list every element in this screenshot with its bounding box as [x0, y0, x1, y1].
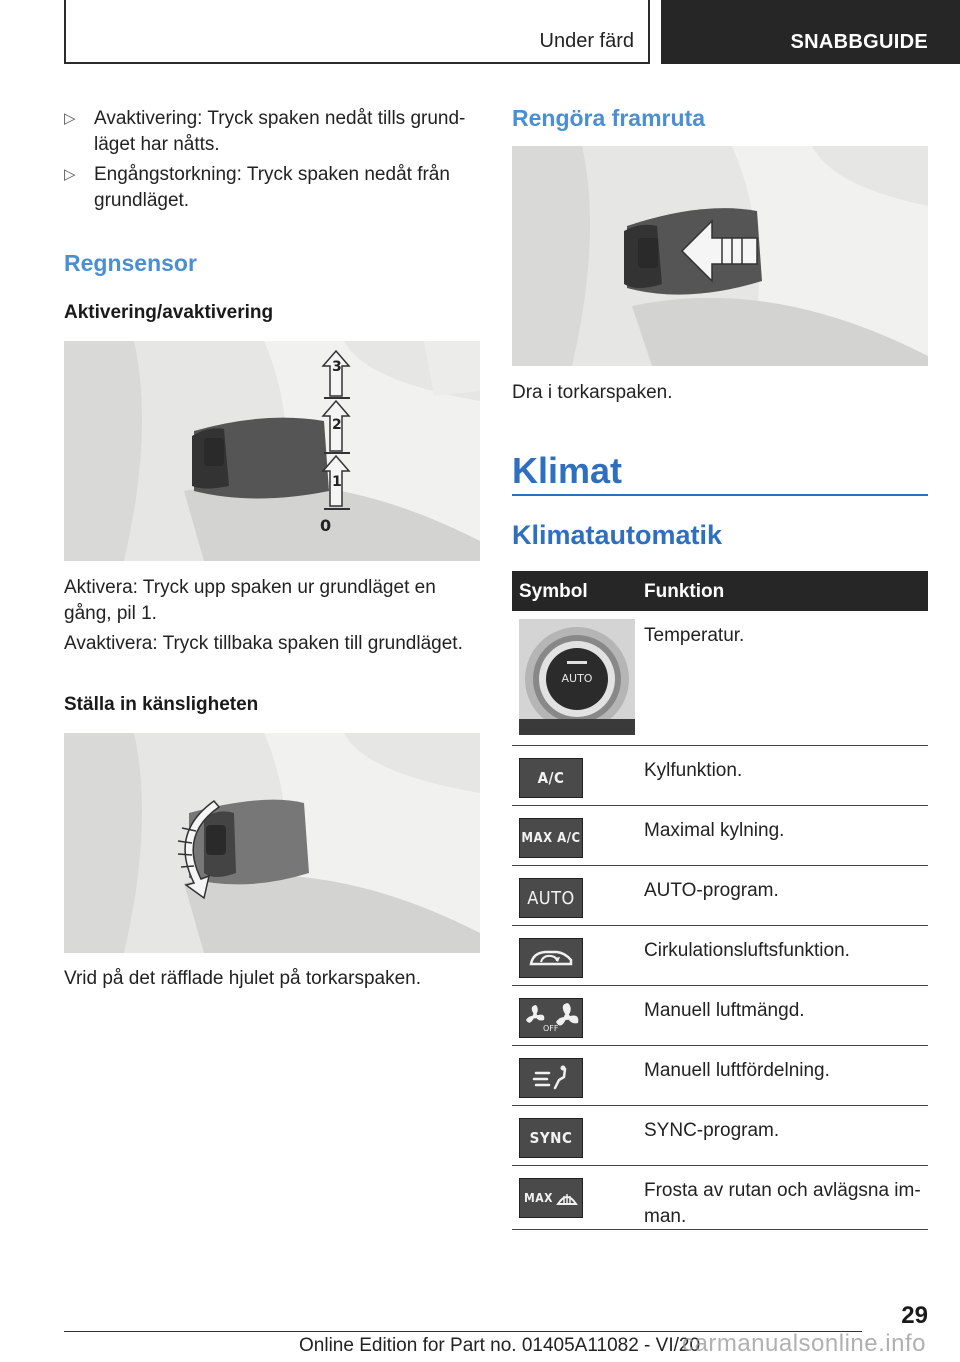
header-section-box	[64, 0, 650, 64]
svg-text:AUTO: AUTO	[561, 672, 593, 685]
function-auto-program: AUTO-program.	[644, 880, 779, 901]
function-cooling: Kylfunktion.	[644, 760, 743, 781]
triangle-bullet-icon: ▷	[64, 110, 76, 127]
climate-function-table	[512, 571, 928, 1230]
caption-pull-stalk: Dra i torkarspaken.	[512, 382, 673, 403]
fig1-label-0: 0	[320, 516, 332, 535]
max-ac-icon: MAX A/C	[519, 818, 583, 858]
table-row	[512, 1046, 928, 1106]
header-section-title: Under färd	[539, 30, 634, 52]
figure-sensitivity-wheel	[64, 733, 480, 953]
heading-clean-windscreen: Rengöra framruta	[512, 105, 705, 131]
col-header-symbol: Symbol	[519, 581, 588, 602]
col-header-function: Funktion	[644, 581, 725, 602]
header-guide-label: SNABBGUIDE	[790, 31, 928, 53]
function-manual-air-volume: Manuell luftmängd.	[644, 1000, 805, 1021]
table-row	[512, 806, 928, 866]
table-row	[512, 986, 928, 1046]
fig1-label-3: 3	[332, 359, 342, 375]
table-row	[512, 1166, 928, 1230]
fig1-label-1: 1	[332, 474, 342, 490]
bullet-deactivation	[64, 106, 474, 158]
recirculation-icon	[519, 938, 583, 978]
function-temperature: Temperatur.	[644, 625, 745, 646]
figure-pull-stalk	[512, 146, 928, 366]
bullet-single-wipe	[64, 162, 474, 214]
max-defrost-icon: MAX	[519, 1178, 583, 1218]
watermark: carmanualsonline.info	[682, 1330, 926, 1357]
function-manual-air-distribution: Manuell luftfördelning.	[644, 1060, 830, 1081]
figure-rain-sensor-stalk	[64, 341, 480, 561]
header-guide-box	[661, 0, 960, 64]
air-distribution-icon	[519, 1058, 583, 1098]
heading-rain-sensor: Regnsensor	[64, 250, 197, 276]
chapter-rule	[512, 494, 928, 496]
para-deactivate: Avaktivera: Tryck tillbaka spaken till grundläget.	[64, 633, 463, 654]
subheading-sensitivity: Ställa in känsligheten	[64, 694, 259, 715]
chapter-title-klimat: Klimat	[512, 450, 623, 491]
para-activate: Aktivera: Tryck upp spaken ur grundläget en gång, pil 1.	[64, 577, 436, 624]
table-row	[512, 1106, 928, 1166]
function-max-cooling: Maximal kylning.	[644, 820, 785, 841]
para-rotate-wheel: Vrid på det räfflade hjulet på torkarspaken.	[64, 968, 422, 989]
function-sync-program: SYNC-program.	[644, 1120, 780, 1141]
auto-dial-icon	[519, 619, 635, 735]
sync-icon: SYNC	[519, 1118, 583, 1158]
table-row	[512, 746, 928, 806]
function-defrost: Frosta av rutan och avlägsna im-man.	[644, 1180, 921, 1227]
fig1-label-2: 2	[332, 417, 342, 433]
bullet-text: Engångstorkning: Tryck spaken nedåt från grundläget.	[94, 164, 450, 211]
subheading-activation: Aktivering/avaktivering	[64, 302, 274, 323]
function-recirculation: Cirkulationsluftsfunktion.	[644, 940, 850, 961]
ac-icon: A/C	[519, 758, 583, 798]
table-header	[512, 571, 928, 611]
auto-icon: AUTO	[519, 878, 583, 918]
page-number: 29	[901, 1302, 928, 1329]
table-row	[512, 926, 928, 986]
footer-edition: Online Edition for Part no. 01405A11082 - VI/20	[299, 1335, 701, 1356]
section-title-klimatautomatik: Klimatautomatik	[512, 520, 723, 550]
svg-text:OFF: OFF	[543, 1024, 559, 1033]
fan-icon	[519, 998, 583, 1038]
table-row	[512, 866, 928, 926]
triangle-bullet-icon: ▷	[64, 166, 76, 183]
bullet-text: Avaktivering: Tryck spaken nedåt tills grund-läget har nåtts.	[94, 108, 466, 155]
table-row	[512, 611, 928, 746]
